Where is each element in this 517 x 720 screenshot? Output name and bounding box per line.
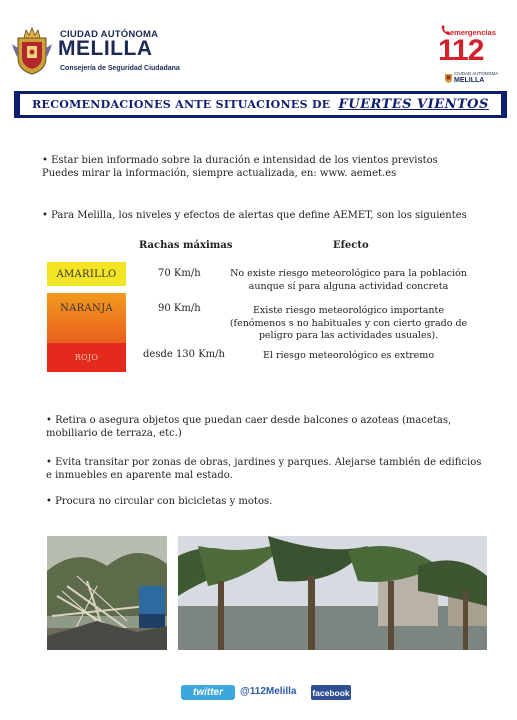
intro-line-1: • Estar bien informado sobre la duración e intensidad de los vientos previstos: [42, 155, 438, 166]
recommendation-vehicles: • Procura no circular con bicicletas y motos.: [46, 496, 273, 507]
fallen-tree-photo: [47, 536, 167, 650]
alert-level-rojo: ROJO: [47, 343, 126, 372]
alert-level-naranja: NARANJA: [47, 293, 126, 343]
small-crest-icon: [444, 71, 453, 83]
column-header-rachas: Rachas máximas: [139, 240, 233, 251]
city-subtitle: CIUDAD AUTÓNOMA: [60, 29, 159, 40]
alert-level-amarillo: AMARILLO: [47, 262, 126, 286]
effect-amarillo: No existe riesgo meteorológico para la población aunque sí para alguna actividad concreta: [230, 268, 467, 292]
emergency-city-subtitle: CIUDAD AUTÓNOMA: [454, 71, 499, 76]
gust-speed-amarillo: 70 Km/h: [158, 268, 201, 279]
title-banner-inner: [20, 94, 501, 115]
emergency-number: 112: [438, 34, 484, 67]
emergency-label: emergencias: [450, 28, 496, 37]
intro-line-2: Puedes mirar la información, siempre actualizada, en: www. aemet.es: [42, 168, 397, 179]
twitter-handle[interactable]: @112Melilla: [240, 686, 297, 697]
city-title: MELILLA: [58, 37, 153, 60]
department-name: Consejería de Seguridad Ciudadana: [60, 65, 180, 72]
melilla-crest-logo: [10, 24, 54, 76]
column-header-efecto: Efecto: [333, 240, 369, 251]
effect-rojo: El riesgo meteorológico es extremo: [262, 350, 435, 361]
gust-speed-naranja: 90 Km/h: [158, 303, 201, 314]
banner-emphasis: FUERTES VIENTOS: [338, 97, 489, 112]
recommendation-objects: • Retira o asegura objetos que puedan caer desde balcones o azoteas (macetas, mobiliario de terraza, etc.): [46, 415, 452, 439]
gust-speed-rojo: desde 130 Km/h: [143, 349, 225, 360]
twitter-badge[interactable]: twitter: [181, 685, 235, 700]
recommendation-avoid-zones: • Evita transitar por zonas de obras, jardines y parques. Alejarse también de edificios e inmuebles en aparente mal estado.: [46, 457, 482, 481]
banner-title: RECOMENDACIONES ANTE SITUACIONES DE: [32, 98, 331, 111]
facebook-badge[interactable]: facebook: [311, 685, 351, 700]
effect-naranja: Existe riesgo meteorológico importante (fenómenos s no habituales y con cierto grado de peligro para las actividades usuales).: [229, 305, 468, 341]
palm-trees-wind-photo: [178, 536, 487, 650]
emergency-city-name: MELILLA: [454, 77, 485, 84]
intro-line-3: • Para Melilla, los niveles y efectos de alertas que define AEMET, son los siguientes: [42, 210, 467, 221]
